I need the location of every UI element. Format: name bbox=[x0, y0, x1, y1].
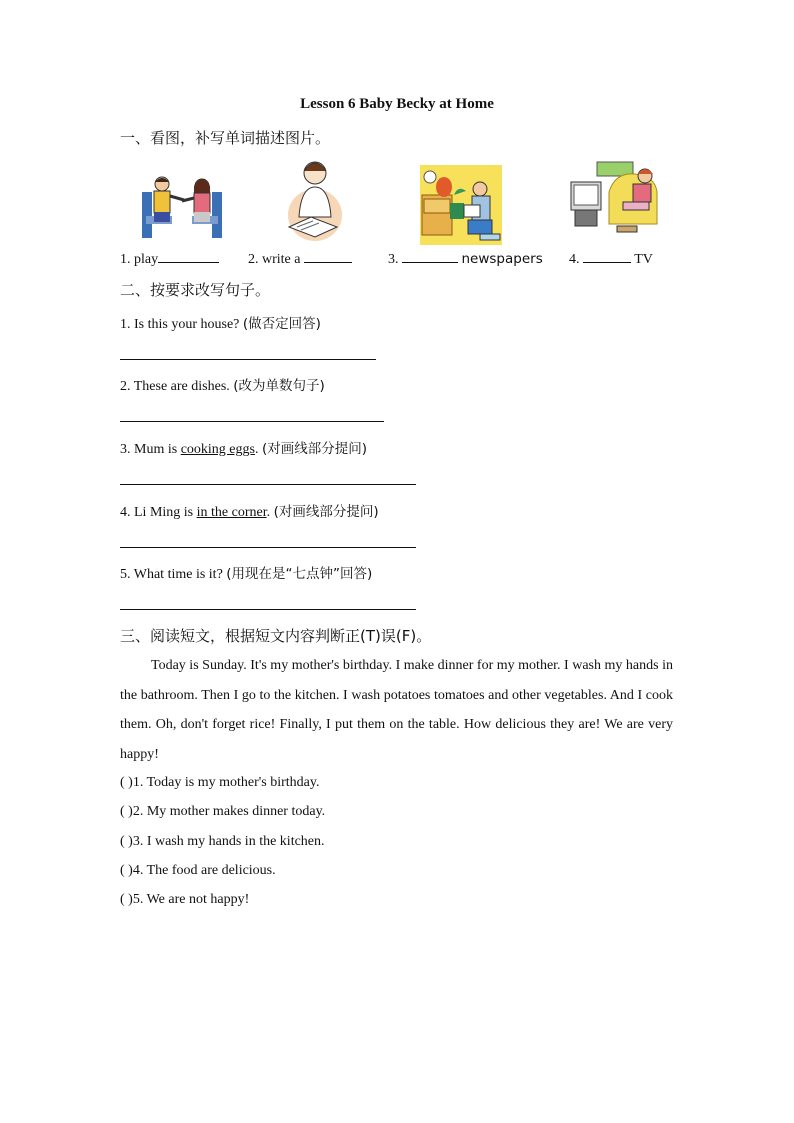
answer-line-1[interactable] bbox=[120, 359, 376, 360]
answer-blank[interactable] bbox=[304, 248, 352, 263]
answer-blank[interactable] bbox=[402, 248, 458, 263]
picture-caption-2: 2. write a bbox=[248, 248, 352, 268]
man-writing-picture bbox=[285, 157, 343, 243]
man-reading-picture bbox=[420, 165, 502, 245]
kids-playing-picture bbox=[140, 172, 224, 240]
statement-1: ( )1. Today is my mother's birthday. bbox=[120, 775, 320, 790]
statement-3: ( )3. I wash my hands in the kitchen. bbox=[120, 834, 325, 849]
page-title: Lesson 6 Baby Becky at Home bbox=[300, 96, 494, 112]
statement-4: ( )4. The food are delicious. bbox=[120, 863, 276, 878]
answer-line-2[interactable] bbox=[120, 421, 384, 422]
question-1: 1. Is this your house? (做否定回答) bbox=[120, 316, 321, 332]
picture-caption-4: 4. TV bbox=[569, 248, 653, 268]
picture-caption-1: 1. play bbox=[120, 248, 219, 268]
woman-watching-tv-picture bbox=[569, 158, 661, 236]
answer-blank[interactable] bbox=[583, 248, 631, 263]
statement-5: ( )5. We are not happy! bbox=[120, 892, 250, 907]
section1-heading: 一、看图，补写单词描述图片。 bbox=[120, 129, 331, 147]
answer-line-5[interactable] bbox=[120, 609, 416, 610]
picture-caption-3: 3. newspapers bbox=[388, 248, 543, 268]
section2-heading: 二、按要求改写句子。 bbox=[120, 281, 271, 299]
reading-passage: Today is Sunday. It's my mother's birthday. I make dinner for my mother. I wash my hands in the bathroom. Then I go to the kitchen. I wash potatoes tomatoes and other vegetables. And I cook them. Oh, don't forget rice! Finally, I put them on the table. How delicious they are! We are very happy! bbox=[120, 658, 673, 762]
section3-heading: 三、阅读短文，根据短文内容判断正(T)误(F)。 bbox=[120, 627, 432, 645]
answer-line-3[interactable] bbox=[120, 484, 416, 485]
question-2: 2. These are dishes. (改为单数句子) bbox=[120, 378, 325, 394]
statement-2: ( )2. My mother makes dinner today. bbox=[120, 804, 326, 819]
answer-line-4[interactable] bbox=[120, 547, 416, 548]
question-3: 3. Mum is cooking eggs. (对画线部分提问) bbox=[120, 441, 367, 457]
answer-blank[interactable] bbox=[158, 248, 219, 263]
question-5: 5. What time is it? (用现在是“七点钟”回答) bbox=[120, 566, 373, 582]
question-4: 4. Li Ming is in the corner. (对画线部分提问) bbox=[120, 504, 379, 520]
